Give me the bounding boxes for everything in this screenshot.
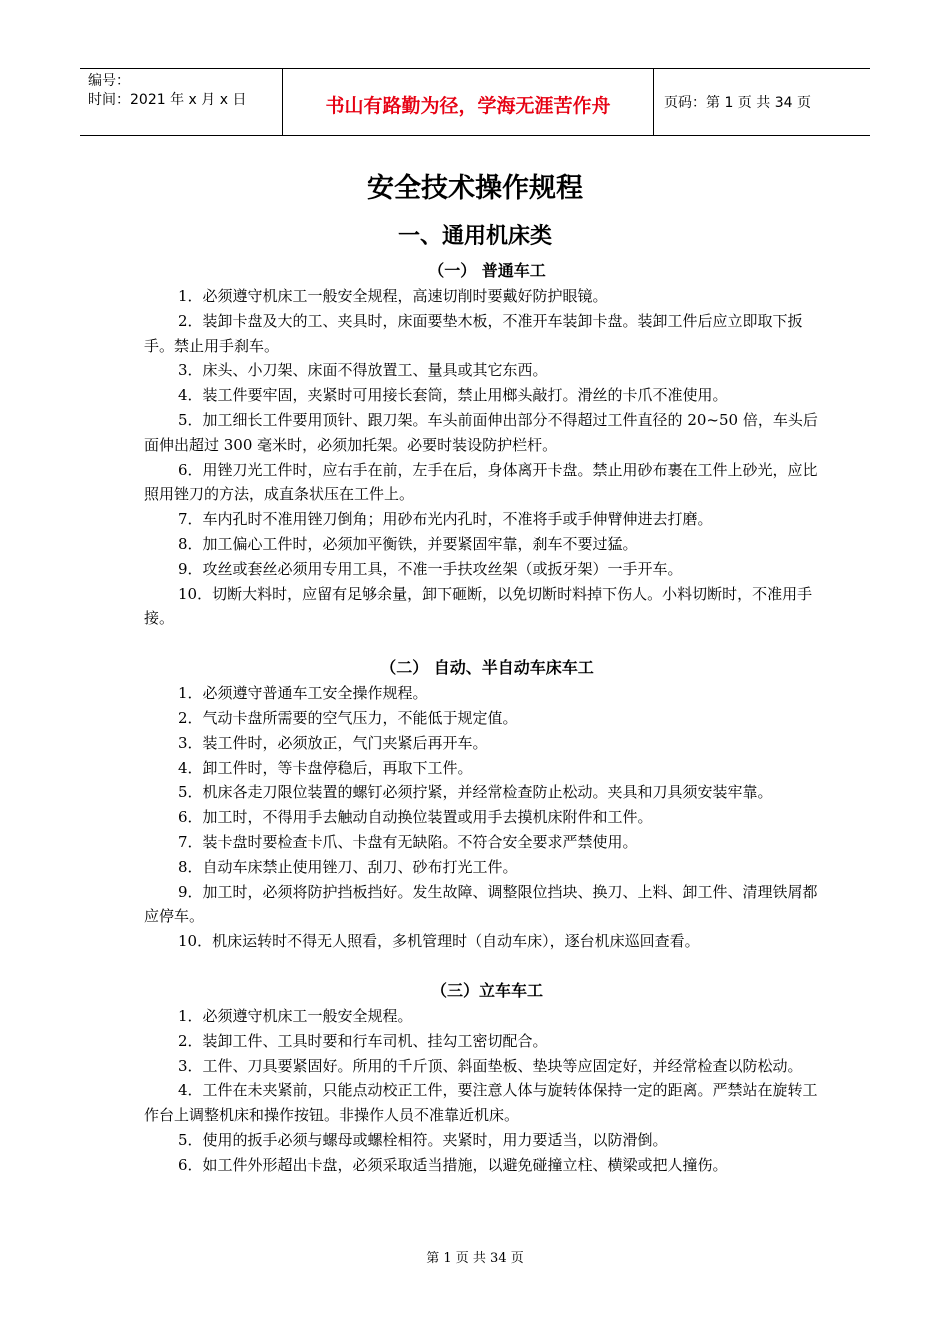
rule-item: 4．工件在未夹紧前，只能点动校正工件，要注意人体与旋转体保持一定的距离。严禁站在旋转工作台上调整机床和操作按钮。非操作人员不准靠近机床。 (144, 1081, 818, 1125)
rule-item: 6．用锉刀光工件时，应右手在前，左手在后，身体离开卡盘。禁止用砂布裹在工件上砂光，应比照用锉刀的方法，成直条状压在工件上。 (144, 460, 818, 504)
rule-item: 2．气动卡盘所需要的空气压力，不能低于规定值。 (178, 708, 518, 727)
chapter-title: 一、通用机床类 (397, 224, 552, 249)
section-3 (144, 978, 820, 1178)
rule-item: 3．工件、刀具要紧固好。所用的千斤顶、斜面垫板、垫块等应固定好，并经常检查以防松动。 (178, 1056, 803, 1075)
rule-item: 9．加工时，必须将防护挡板挡好。发生故障、调整限位挡块、换刀、上料、卸工件、清理铁屑都应停车。 (144, 882, 818, 926)
rule-item: 8．自动车床禁止使用锉刀、刮刀、砂布打光工件。 (178, 857, 518, 876)
page-info: 页码：第 1 页 共 34 页 (664, 95, 811, 111)
section-2 (144, 655, 820, 954)
page-footer: 第 1 页 共 34 页 (426, 1251, 524, 1266)
header-table (80, 68, 870, 136)
rule-item: 10．机床运转时不得无人照看，多机管理时（自动车床），逐台机床巡回查看。 (178, 932, 700, 951)
rule-item: 6．如工件外形超出卡盘，必须采取适当措施，以避免碰撞立柱、横梁或把人撞伤。 (178, 1155, 728, 1174)
rule-item: 1．必须遵守普通车工安全操作规程。 (178, 684, 428, 703)
rule-item: 2．装卸卡盘及大的工、夹具时，床面要垫木板，不准开车装卸卡盘。装卸工件后应立即取下扳手。禁止用手刹车。 (144, 311, 803, 355)
header-meta (80, 69, 282, 135)
document-title: 安全技术操作规程 (367, 173, 583, 204)
section-title: （二） 自动、半自动车床车工 (380, 658, 594, 678)
section-spacer (144, 631, 820, 655)
date-label: 时间：2021 年 x 月 x 日 (88, 92, 247, 108)
section-spacer (144, 954, 820, 978)
rule-item: 9．攻丝或套丝必须用专用工具，不准一手扶攻丝架（或扳牙架）一手开车。 (178, 559, 683, 578)
section-1 (144, 258, 820, 631)
section-title: （三）立车车工 (430, 980, 543, 1000)
rule-item: 4．卸工件时，等卡盘停稳后，再取下工件。 (178, 758, 473, 777)
rule-item: 4．装工件要牢固，夹紧时可用接长套筒，禁止用榔头敲打。滑丝的卡爪不准使用。 (178, 386, 728, 405)
rule-item: 7．装卡盘时要检查卡爪、卡盘有无缺陷。不符合安全要求严禁使用。 (178, 832, 638, 851)
rule-item: 3．装工件时，必须放正，气门夹紧后再开车。 (178, 733, 488, 752)
rule-item: 2．装卸工件、工具时要和行车司机、挂勾工密切配合。 (178, 1031, 548, 1050)
document-body (144, 258, 820, 1178)
rule-item: 5．使用的扳手必须与螺母或螺栓相符。夹紧时，用力要适当，以防滑倒。 (178, 1130, 668, 1149)
rule-item: 1．必须遵守机床工一般安全规程，高速切削时要戴好防护眼镜。 (178, 287, 608, 305)
rule-item: 3．床头、小刀架、床面不得放置工、量具或其它东西。 (178, 361, 548, 380)
number-label: 编号： (88, 73, 130, 89)
rule-item: 1．必须遵守机床工一般安全规程。 (178, 1006, 413, 1025)
rule-item: 5．机床各走刀限位装置的螺钉必须拧紧，并经常检查防止松动。夹具和刀具须安装牢靠。 (178, 783, 773, 802)
rule-item: 8．加工偏心工件时，必须加平衡铁，并要紧固牢靠，刹车不要过猛。 (178, 534, 638, 553)
rule-item: 7．车内孔时不准用锉刀倒角；用砂布光内孔时，不准将手或手伸臂伸进去打磨。 (178, 510, 713, 529)
rule-item: 10．切断大料时，应留有足够余量，卸下砸断，以免切断时料掉下伤人。小料切断时，不准用手接。 (144, 584, 813, 628)
rule-item: 5．加工细长工件要用顶针、跟刀架。车头前面伸出部分不得超过工件直径的 20~50 倍，车头后面伸出超过 300 毫米时，必须加托架。必要时装设防护栏杆。 (144, 410, 818, 454)
section-title: （一） 普通车工 (428, 261, 546, 280)
motto: 书山有路勤为径，学海无涯苦作舟 (282, 69, 654, 135)
rule-item: 6．加工时，不得用手去触动自动换位装置或用手去摸机床附件和工件。 (178, 808, 653, 827)
